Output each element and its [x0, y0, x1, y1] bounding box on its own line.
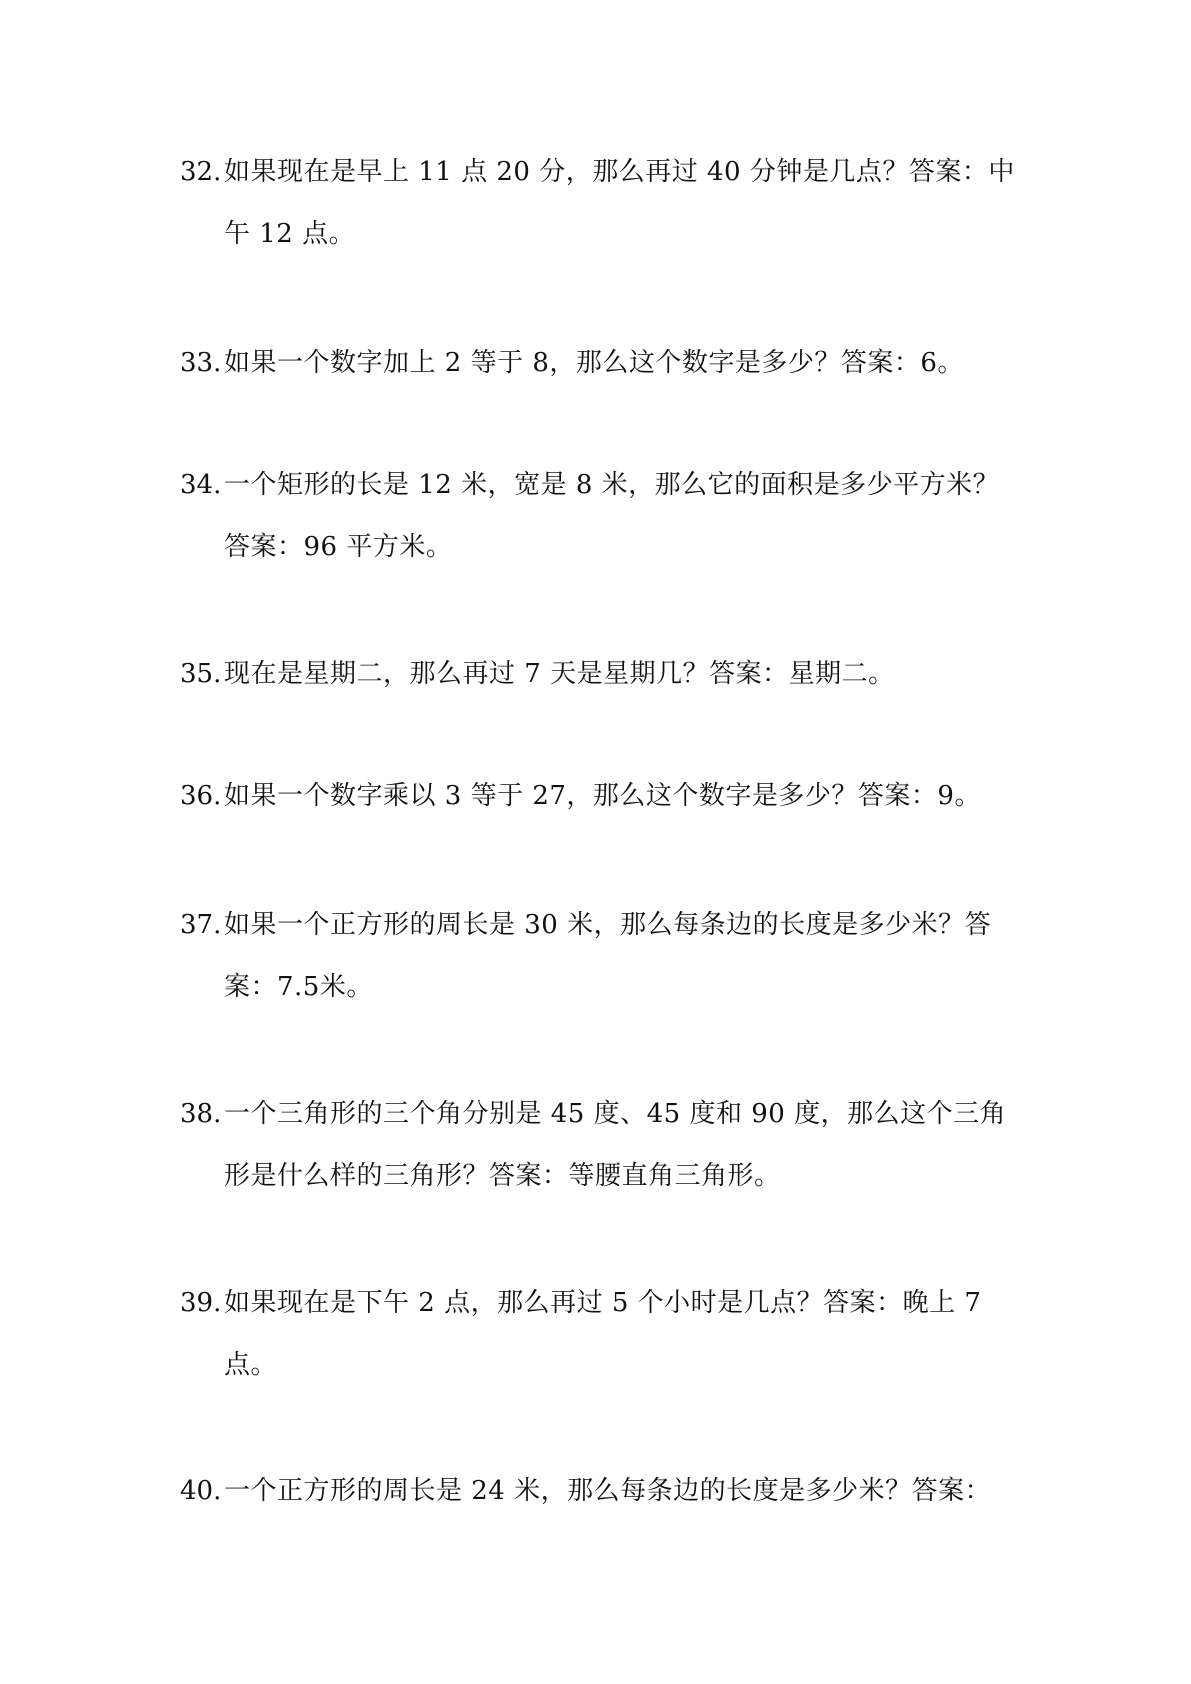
question-text: 一个三角形的三个角分别是 45 度、45 度和 90 度，那么这个三角形是什么样的三角形？答案：等腰直角三角形。 — [224, 1099, 1007, 1191]
question-text: 如果现在是早上 11 点 20 分，那么再过 40 分钟是几点？答案：中午 12 点。 — [224, 157, 1015, 249]
question-number: 34. — [180, 470, 222, 500]
question-number: 32. — [180, 157, 222, 187]
question-text: 如果现在是下午 2 点，那么再过 5 个小时是几点？答案：晚上 7 点。 — [224, 1288, 982, 1380]
question-item — [180, 894, 1020, 1018]
question-text: 一个矩形的长是 12 米，宽是 8 米，那么它的面积是多少平方米？答案：96 平方米。 — [224, 470, 1000, 562]
question-number: 36. — [180, 781, 222, 811]
question-number: 40. — [180, 1476, 222, 1506]
question-item — [180, 141, 1020, 265]
question-text: 现在是星期二，那么再过 7 天是星期几？答案：星期二。 — [224, 659, 895, 689]
question-text: 如果一个正方形的周长是 30 米，那么每条边的长度是多少米？答案：7.5米。 — [224, 910, 992, 1002]
question-item — [180, 332, 1020, 394]
question-item — [180, 1083, 1020, 1207]
question-number: 35. — [180, 659, 222, 689]
question-item — [180, 454, 1020, 578]
question-item — [180, 1272, 1020, 1396]
question-number: 33. — [180, 348, 222, 378]
question-text: 一个正方形的周长是 24 米，那么每条边的长度是多少米？答案： — [224, 1476, 992, 1506]
question-number: 39. — [180, 1288, 222, 1318]
question-number: 38. — [180, 1099, 222, 1129]
question-text: 如果一个数字加上 2 等于 8，那么这个数字是多少？答案：6。 — [224, 348, 964, 378]
question-item — [180, 1460, 1020, 1522]
question-number: 37. — [180, 910, 222, 940]
question-item — [180, 765, 1020, 827]
question-item — [180, 643, 1020, 705]
question-text: 如果一个数字乘以 3 等于 27，那么这个数字是多少？答案：9。 — [224, 781, 981, 811]
